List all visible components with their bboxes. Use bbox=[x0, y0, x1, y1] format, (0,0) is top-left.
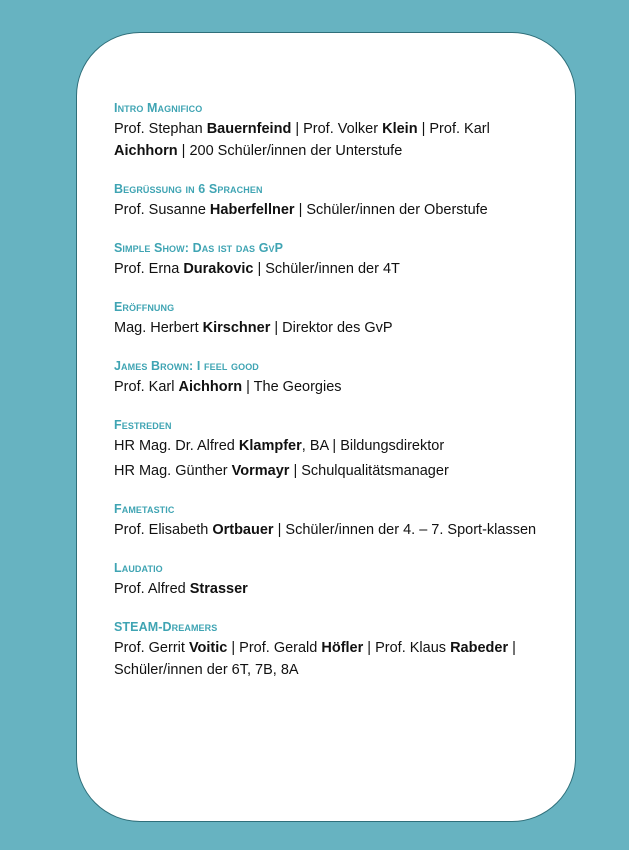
performer-surname: Aichhorn bbox=[114, 143, 178, 159]
performer-surname: Voitic bbox=[188, 640, 228, 656]
program-section bbox=[114, 100, 544, 162]
performer-surname: Vormayr bbox=[231, 463, 290, 479]
performer-surname: Ortbauer bbox=[212, 522, 274, 538]
line-text: | 200 Schüler/innen der Unterstufe bbox=[177, 143, 403, 159]
performer-surname: Haberfellner bbox=[209, 202, 295, 218]
performer-surname: Bauernfeind bbox=[206, 121, 292, 137]
line-text: HR Mag. Dr. Alfred bbox=[114, 438, 239, 454]
performer-surname: Klampfer bbox=[238, 438, 302, 454]
line-text: Prof. Alfred bbox=[114, 581, 190, 597]
program-section bbox=[114, 619, 544, 681]
program-section bbox=[114, 501, 544, 541]
performer-line bbox=[114, 578, 544, 600]
performer-surname: Aichhorn bbox=[178, 379, 243, 395]
program-section bbox=[114, 240, 544, 280]
performer-surname: Kirschner bbox=[202, 320, 271, 336]
section-title: Begrüßung in 6 Sprachen bbox=[114, 182, 263, 196]
line-text: HR Mag. Günther bbox=[114, 463, 232, 479]
section-title: STEAM-Dreamers bbox=[114, 620, 218, 634]
line-text: Prof. Gerrit bbox=[114, 640, 189, 656]
performer-line bbox=[114, 460, 544, 482]
program-section bbox=[114, 358, 544, 398]
line-text: | Schüler/innen der Oberstufe bbox=[294, 202, 488, 218]
line-text: | Schüler/innen der 6T, 7B, 8A bbox=[114, 640, 516, 678]
line-text: | The Georgies bbox=[242, 379, 342, 395]
performer-line bbox=[114, 376, 544, 398]
line-text: Prof. Elisabeth bbox=[114, 522, 213, 538]
line-text: Mag. Herbert bbox=[114, 320, 203, 336]
performer-surname: Durakovic bbox=[183, 261, 254, 277]
line-text: Prof. Karl bbox=[114, 379, 179, 395]
line-text: Prof. Stephan bbox=[114, 121, 207, 137]
line-text: | Schüler/innen der 4T bbox=[253, 261, 400, 277]
line-text: | Prof. Klaus bbox=[363, 640, 451, 656]
section-title: Intro Magnifico bbox=[114, 101, 203, 115]
performer-surname: Klein bbox=[382, 121, 418, 137]
performer-line bbox=[114, 317, 544, 339]
section-title: Simple Show: Das ist das GvP bbox=[114, 241, 284, 255]
line-text: | Schulqualitätsmanager bbox=[289, 463, 449, 479]
performer-surname: Höfler bbox=[321, 640, 364, 656]
performer-line bbox=[114, 519, 544, 541]
line-text: | Prof. Gerald bbox=[227, 640, 322, 656]
performer-line bbox=[114, 118, 544, 162]
line-text: Prof. Susanne bbox=[114, 202, 210, 218]
line-text: Prof. Erna bbox=[114, 261, 184, 277]
section-title: Festreden bbox=[114, 418, 172, 432]
performer-line bbox=[114, 637, 544, 681]
program-section bbox=[114, 299, 544, 339]
line-text: , BA | Bildungsdirektor bbox=[301, 438, 445, 454]
performer-surname: Strasser bbox=[189, 581, 248, 597]
line-text: | Prof. Karl bbox=[417, 121, 490, 137]
program-section bbox=[114, 181, 544, 221]
program-section bbox=[114, 417, 544, 482]
performer-line bbox=[114, 199, 544, 221]
performer-line bbox=[114, 435, 544, 457]
line-text: | Prof. Volker bbox=[291, 121, 383, 137]
section-title: Fametastic bbox=[114, 502, 175, 516]
line-text: | Direktor des GvP bbox=[270, 320, 393, 336]
performer-line bbox=[114, 258, 544, 280]
program-section bbox=[114, 560, 544, 600]
performer-surname: Rabeder bbox=[450, 640, 509, 656]
section-title: Eröffnung bbox=[114, 300, 175, 314]
section-title: James Brown: I feel good bbox=[114, 359, 259, 373]
section-title: Laudatio bbox=[114, 561, 163, 575]
line-text: | Schüler/innen der 4. – 7. Sport-klassen bbox=[273, 522, 537, 538]
program-list bbox=[114, 100, 544, 700]
